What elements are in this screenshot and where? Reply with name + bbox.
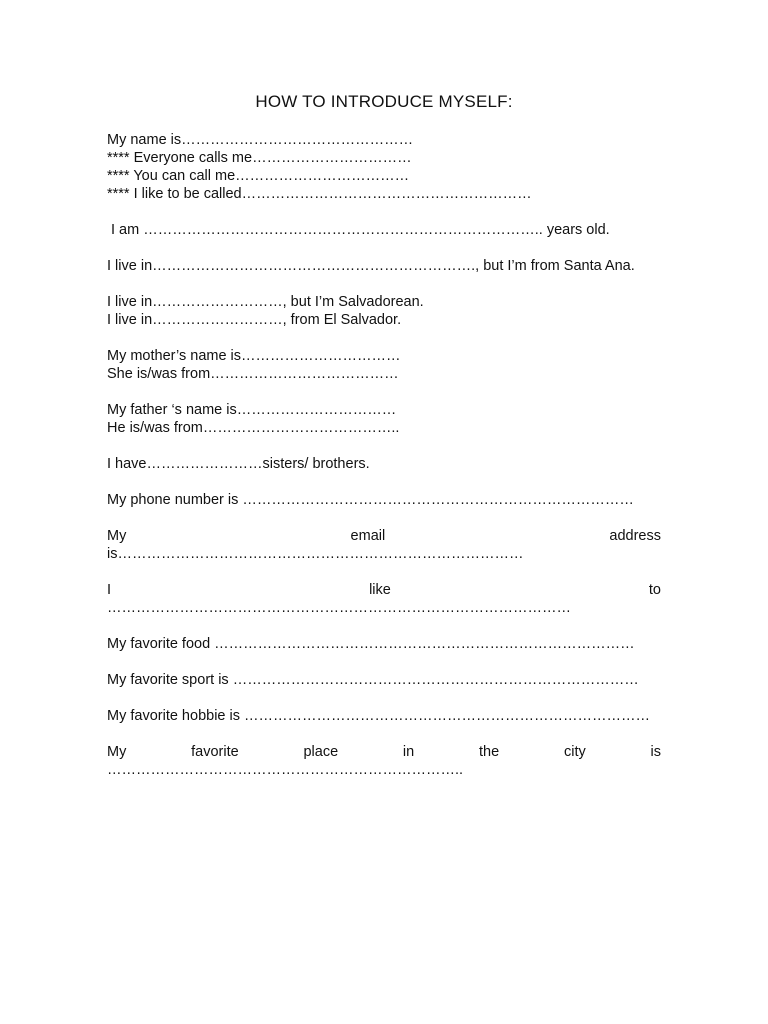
- name-block: [107, 131, 661, 203]
- father-block: [107, 401, 661, 437]
- father-from-line: He is/was from…………………………………..: [107, 420, 400, 436]
- age-line: I am ……………………………………………………………………….. years old.: [111, 222, 610, 238]
- hobbie-line: My favorite hobbie is …………………………………………………………………………: [107, 708, 651, 724]
- live-santa-ana-line: I live in…………………………………………………………., but I’m from Santa Ana.: [107, 258, 635, 274]
- father-name-line: My father ‘s name is……………………………: [107, 402, 397, 418]
- page-title: HOW TO INTRODUCE MYSELF:: [255, 92, 513, 111]
- like-to-line-first: I like to: [107, 582, 661, 598]
- siblings-line: I have……………………sisters/ brothers.: [107, 456, 370, 472]
- mother-from-line: She is/was from…………………………………: [107, 366, 399, 382]
- live-block: [107, 293, 661, 329]
- like-to-line-second: ……………………………………………………………………………………: [107, 600, 571, 616]
- worksheet-body: [107, 131, 661, 779]
- email-block: [107, 527, 661, 563]
- live-salvadorean-line: I live in………………………, but I’m Salvadorean.: [107, 294, 424, 310]
- mother-name-line: My mother’s name is……………………………: [107, 348, 401, 364]
- like-to-block: [107, 581, 661, 617]
- like-to-be-called-line: **** I like to be called……………………………………………………: [107, 186, 532, 202]
- place-block: [107, 743, 661, 779]
- food-line: My favorite food ……………………………………………………………………………: [107, 636, 635, 652]
- place-line-first: My favorite place in the city is: [107, 744, 661, 760]
- you-can-call-line: **** You can call me………………………………: [107, 168, 410, 184]
- live-el-salvador-line: I live in………………………, from El Salvador.: [107, 312, 402, 328]
- everyone-calls-line: **** Everyone calls me……………………………: [107, 150, 412, 166]
- email-line-second: is…………………………………………………………………………: [107, 546, 524, 562]
- phone-line: My phone number is ………………………………………………………………………: [107, 492, 634, 508]
- email-line-first: My email address: [107, 528, 661, 544]
- name-line: My name is…………………………………………: [107, 132, 414, 148]
- mother-block: [107, 347, 661, 383]
- sport-line: My favorite sport is …………………………………………………………………………: [107, 672, 639, 688]
- place-line-second: ………………………………………………………………..: [107, 762, 464, 778]
